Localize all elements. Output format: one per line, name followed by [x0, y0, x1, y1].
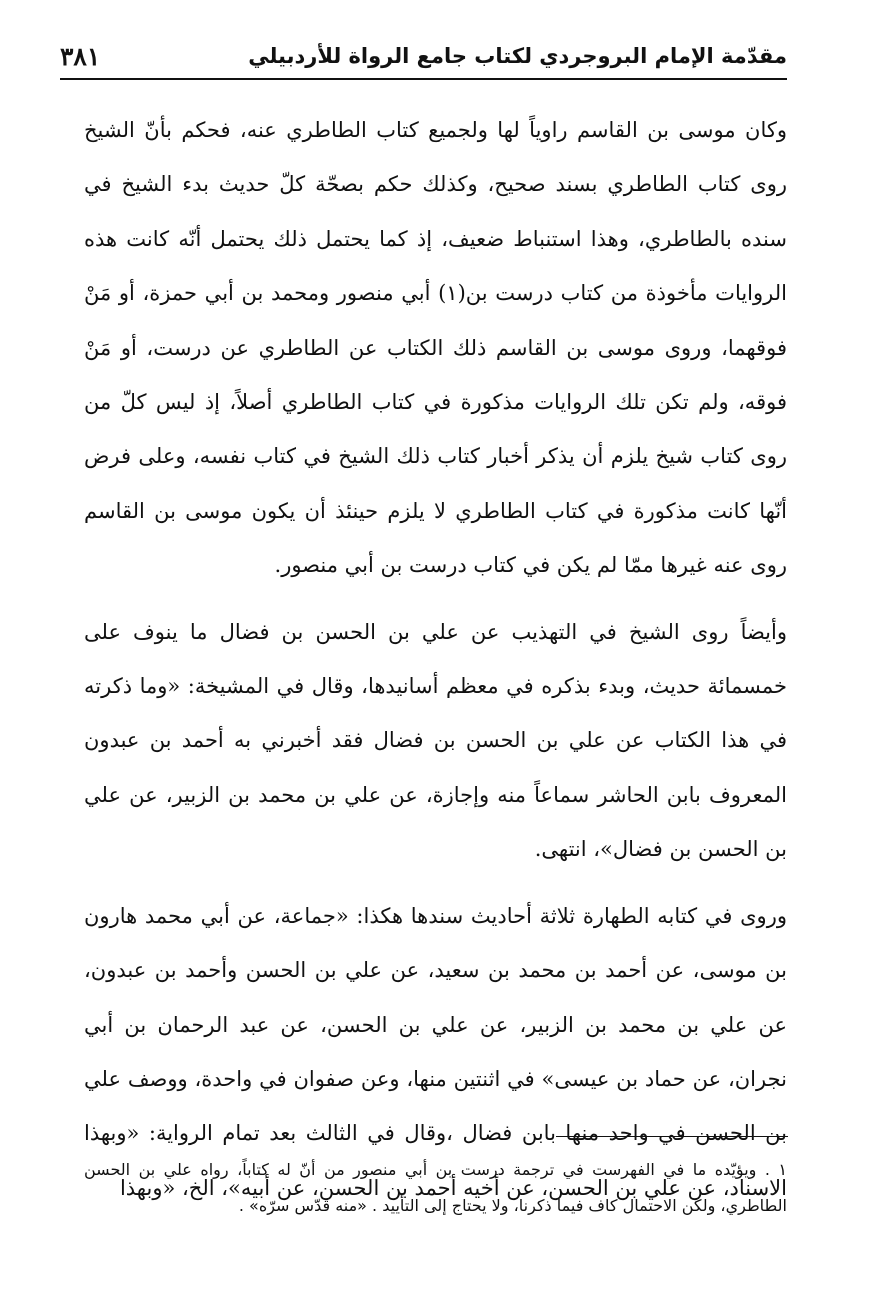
- footnote-1: ١ . ويؤيّده ما في الفهرست في ترجمة درست بن أبي منصور من أنّ له كتاباً، رواه علي بن الحسن الطاطري، ولكن الاحتمال كاف فيما ذكرنا، ولا يحتاج إلى التأييد . «منه قدّس سرّه» .: [84, 1160, 787, 1215]
- footnotes: [84, 1152, 787, 1224]
- header-rule: [60, 78, 787, 80]
- paragraph-1: وكان موسى بن القاسم راوياً لها ولجميع كتاب الطاطري عنه، فحكم بأنّ الشيخ روى كتاب الطاطري بسند صحيح، وكذلك حكم بصحّة كلّ حديث بدء الشيخ في سنده بالطاطري، وهذا استنباط ضعيف، إذ كما يحتمل ذلك يحتمل أنّه كانت هذه الروايات مأخوذة من كتاب درست بن(١) أبي منصور ومحمد بن أبي حمزة، أو مَنْ فوقهما، وروى موسى بن القاسم ذلك الكتاب عن الطاطري عن درست، أو مَنْ فوقه، ولم تكن تلك الروايات مذكورة في كتاب الطاطري أصلاً، إذ ليس كلّ من روى كتاب شيخ يلزم أن يذكر أخبار كتاب ذلك الشيخ في كتاب نفسه، وعلى فرض أنّها كانت مذكورة في كتاب الطاطري لا يلزم حينئذ أن يكون موسى بن القاسم روى عنه غيرها ممّا لم يكن في كتاب درست بن أبي منصور.: [84, 118, 787, 578]
- main-text: [84, 103, 787, 1215]
- paragraph-3: وروى في كتابه الطهارة ثلاثة أحاديث سندها هكذا: «جماعة، عن أبي محمد هارون بن موسى، عن أحمد بن محمد بن سعيد، عن علي بن الحسن وأحمد بن عبدون، عن علي بن محمد بن الزبير، عن علي بن الحسن، عن عبد الرحمان بن أبي نجران، عن حماد بن عيسى» في اثنتين منها، وعن صفوان في واحدة، ووصف علي بن الحسن في واحد منها بابن فضال ،وقال في الثالث بعد تمام الرواية: «وبهذا الاسناد، عن علي بن الحسن، عن أخيه أحمد بن الحسن، عن أبيه»، الخ، «وبهذا: [84, 903, 787, 1200]
- running-title: مقدّمة الإمام البروجردي لكتاب جامع الرواة للأردبيلي: [248, 44, 787, 68]
- paragraph-2: وأيضاً روى الشيخ في التهذيب عن علي بن الحسن بن فضال ما ينوف على خمسمائة حديث، وبدء بذكره في معظم أسانيدها، وقال في المشيخة: «وما ذكرته في هذا الكتاب عن علي بن الحسن بن فضال فقد أخبرني به أحمد بن عبدون المعروف بابن الحاشر سماعاً منه وإجازة، عن علي بن محمد بن الزبير، عن علي بن الحسن بن فضال»، انتهى.: [84, 619, 787, 862]
- page-header: [60, 36, 787, 76]
- page-number: ٣٨١: [60, 41, 101, 71]
- footnote-separator: [556, 1136, 788, 1137]
